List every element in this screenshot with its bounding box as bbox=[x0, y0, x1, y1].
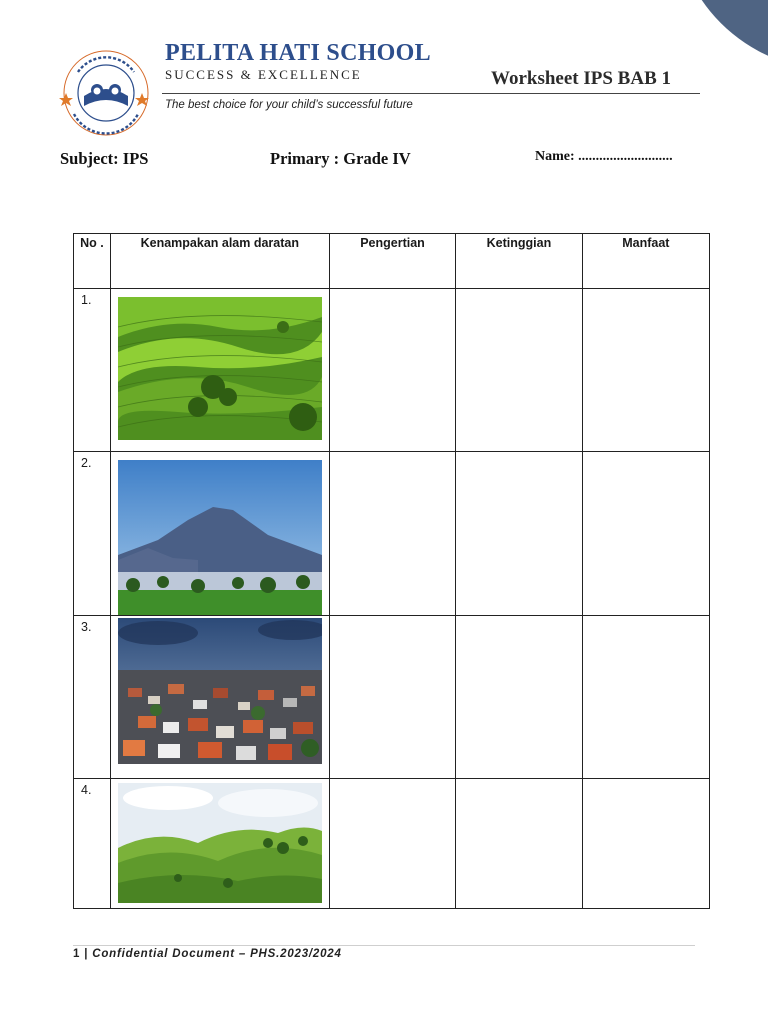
altitude-cell[interactable] bbox=[456, 616, 582, 779]
name-field[interactable]: Name: ........................... bbox=[535, 149, 673, 164]
footer-divider bbox=[73, 945, 695, 946]
altitude-cell[interactable] bbox=[456, 779, 582, 909]
school-logo bbox=[56, 48, 156, 138]
row-number: 1. bbox=[74, 289, 111, 452]
definition-cell[interactable] bbox=[329, 616, 455, 779]
table-row bbox=[74, 452, 710, 616]
green-hills-photo bbox=[118, 783, 322, 903]
feature-cell bbox=[110, 616, 329, 779]
definition-cell[interactable] bbox=[329, 779, 455, 909]
table-row bbox=[74, 616, 710, 779]
row-number: 4. bbox=[74, 779, 111, 909]
mountain-photo bbox=[118, 460, 322, 615]
row-number: 2. bbox=[74, 452, 111, 616]
feature-cell bbox=[110, 289, 329, 452]
grade-label: Primary : Grade IV bbox=[270, 149, 411, 168]
col-header-feature: Kenampakan alam daratan bbox=[110, 234, 329, 289]
table-header-row bbox=[74, 234, 710, 289]
altitude-cell[interactable] bbox=[456, 452, 582, 616]
worksheet-title: Worksheet IPS BAB 1 bbox=[491, 68, 671, 89]
col-header-no: No . bbox=[74, 234, 111, 289]
confidential-note: Confidential Document – PHS.2023/2024 bbox=[92, 948, 342, 960]
terraced-hills-photo bbox=[118, 297, 322, 440]
definition-cell[interactable] bbox=[329, 289, 455, 452]
benefit-cell[interactable] bbox=[582, 289, 709, 452]
col-header-definition: Pengertian bbox=[329, 234, 455, 289]
definition-cell[interactable] bbox=[329, 452, 455, 616]
page-number: 1 bbox=[73, 948, 81, 960]
corner-decoration bbox=[674, 0, 768, 70]
city-plateau-photo bbox=[118, 618, 322, 764]
altitude-cell[interactable] bbox=[456, 289, 582, 452]
table-row bbox=[74, 289, 710, 452]
table-row bbox=[74, 779, 710, 909]
col-header-altitude: Ketinggian bbox=[456, 234, 582, 289]
feature-cell bbox=[110, 779, 329, 909]
school-motto: SUCCESS & EXCELLENCE bbox=[165, 67, 362, 82]
benefit-cell[interactable] bbox=[582, 616, 709, 779]
feature-cell bbox=[110, 452, 329, 616]
footer-separator: | bbox=[84, 948, 89, 960]
school-name: PELITA HATI SCHOOL bbox=[165, 40, 431, 66]
row-number: 3. bbox=[74, 616, 111, 779]
school-tagline: The best choice for your child’s successful future bbox=[165, 99, 413, 111]
subject-label: Subject: IPS bbox=[60, 149, 149, 168]
page-footer bbox=[73, 948, 342, 960]
header-divider bbox=[162, 93, 700, 94]
benefit-cell[interactable] bbox=[582, 779, 709, 909]
benefit-cell[interactable] bbox=[582, 452, 709, 616]
worksheet-table bbox=[73, 233, 710, 909]
col-header-benefit: Manfaat bbox=[582, 234, 709, 289]
